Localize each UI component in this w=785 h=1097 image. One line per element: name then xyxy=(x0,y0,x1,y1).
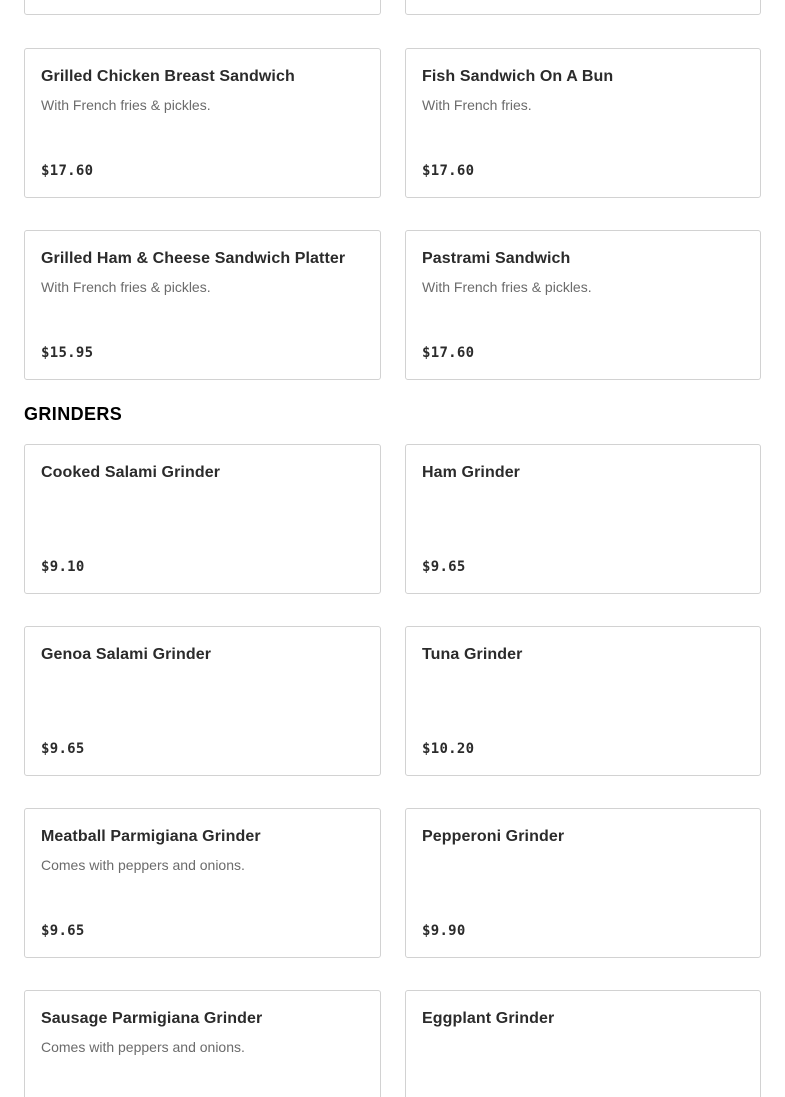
menu-item-price: $9.10 xyxy=(41,559,85,575)
menu-item-name: Pastrami Sandwich xyxy=(422,250,571,267)
menu-item-card[interactable] xyxy=(24,48,381,198)
menu-item-price: $9.65 xyxy=(41,741,85,757)
menu-item-card[interactable] xyxy=(405,808,761,958)
menu-item-card[interactable] xyxy=(405,626,761,776)
menu-item-name: Meatball Parmigiana Grinder xyxy=(41,828,261,845)
menu-item-price: $10.20 xyxy=(422,741,475,757)
menu-item-card[interactable] xyxy=(24,0,381,15)
menu-item-price: $15.95 xyxy=(41,345,94,361)
menu-item-description: With French fries & pickles. xyxy=(41,279,211,295)
menu-item-card[interactable] xyxy=(24,808,381,958)
menu-item-card[interactable] xyxy=(405,990,761,1097)
menu-item-description: Comes with peppers and onions. xyxy=(41,857,245,873)
menu-item-name: Grilled Chicken Breast Sandwich xyxy=(41,68,295,85)
menu-item-name: Eggplant Grinder xyxy=(422,1010,555,1027)
menu-item-card[interactable] xyxy=(24,990,381,1097)
menu-item-price: $17.60 xyxy=(422,345,475,361)
menu-item-price: $17.60 xyxy=(422,163,475,179)
menu-item-price: $9.65 xyxy=(422,559,466,575)
menu-item-description: With French fries & pickles. xyxy=(41,97,211,113)
menu-item-name: Pepperoni Grinder xyxy=(422,828,565,845)
menu-item-name: Ham Grinder xyxy=(422,464,521,481)
menu-item-card[interactable] xyxy=(405,444,761,594)
menu-item-description: Comes with peppers and onions. xyxy=(41,1039,245,1055)
menu-item-card[interactable] xyxy=(24,230,381,380)
menu-item-card[interactable] xyxy=(405,230,761,380)
menu-item-price: $9.90 xyxy=(422,923,466,939)
menu-item-name: Sausage Parmigiana Grinder xyxy=(41,1010,263,1027)
menu-item-price: $9.65 xyxy=(41,923,85,939)
menu-item-card[interactable] xyxy=(24,626,381,776)
menu-item-name: Cooked Salami Grinder xyxy=(41,464,221,481)
menu-item-description: With French fries & pickles. xyxy=(422,279,592,295)
menu-item-name: Genoa Salami Grinder xyxy=(41,646,212,663)
menu-item-card[interactable] xyxy=(24,444,381,594)
menu-item-name: Fish Sandwich On A Bun xyxy=(422,68,614,85)
menu-item-card[interactable] xyxy=(405,0,761,15)
menu-item-name: Grilled Ham & Cheese Sandwich Platter xyxy=(41,250,346,267)
section-title-grinders: GRINDERS xyxy=(24,404,123,424)
menu-item-price: $17.60 xyxy=(41,163,94,179)
menu-item-description: With French fries. xyxy=(422,97,532,113)
menu-item-card[interactable] xyxy=(405,48,761,198)
menu-item-name: Tuna Grinder xyxy=(422,646,523,663)
